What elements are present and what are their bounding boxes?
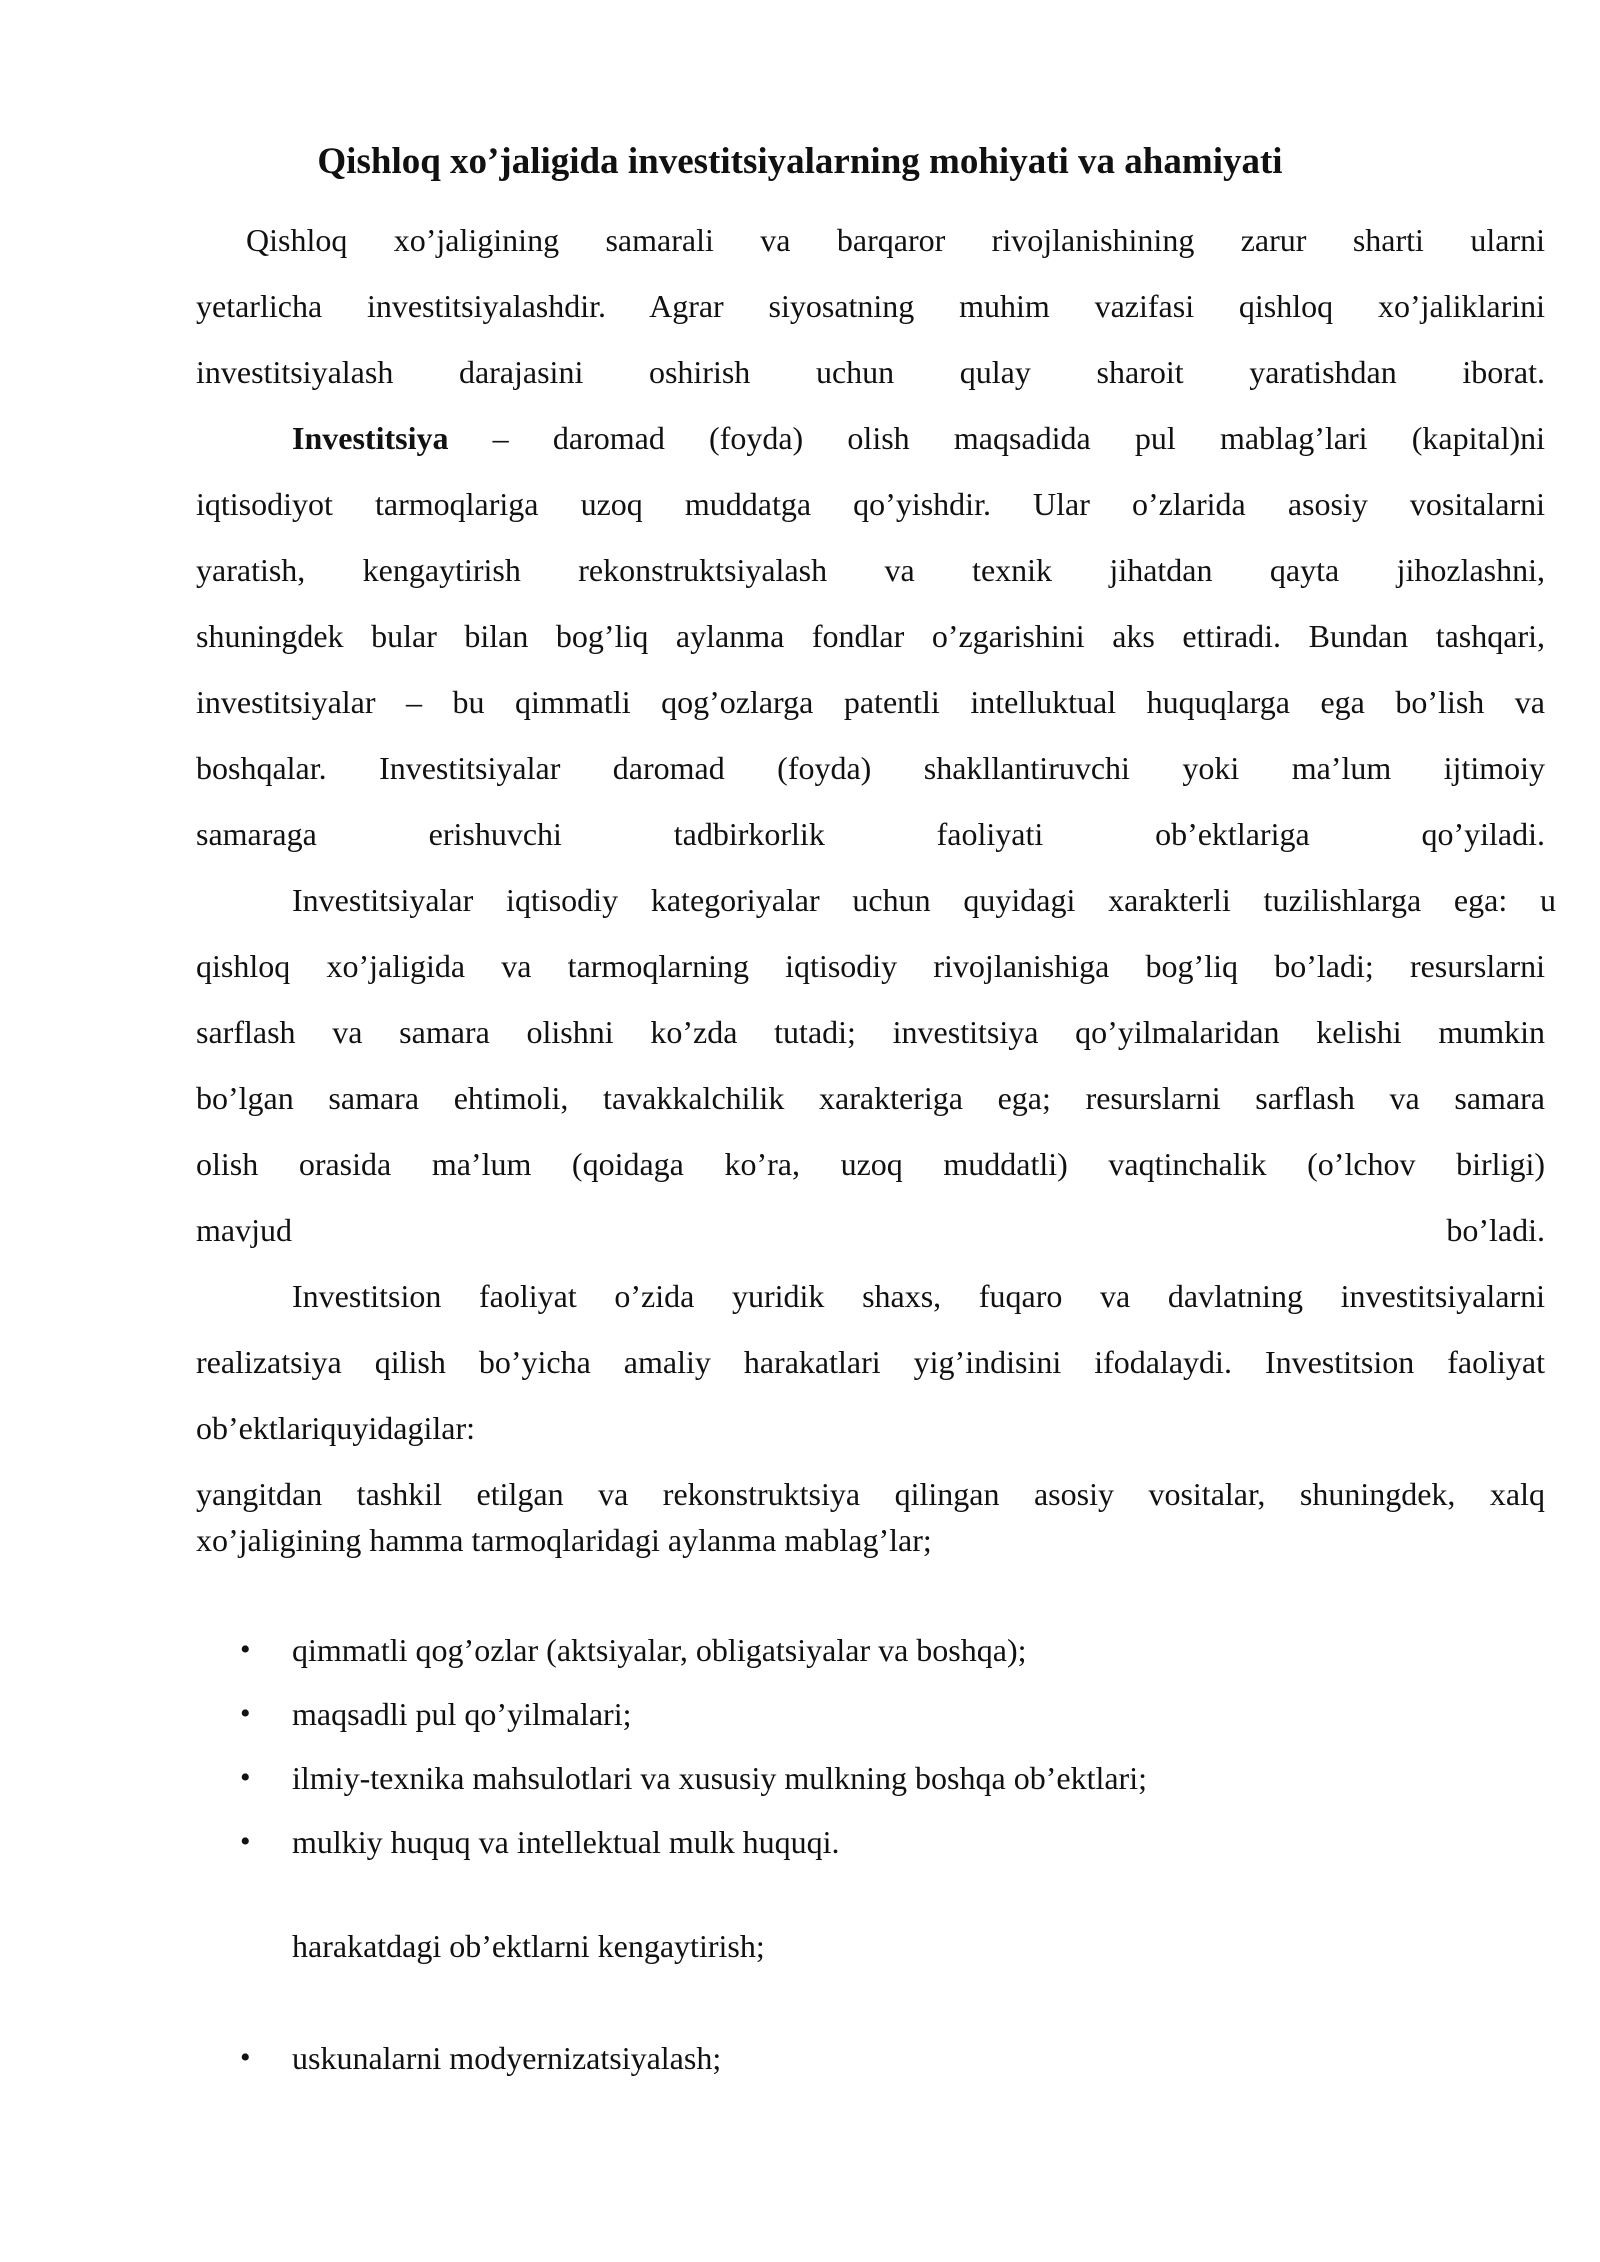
paragraph-2-line-7: samaraga erishuvchi tadbirkorlik faoliyati ob’ektlariga qo’yiladi. — [196, 816, 1545, 852]
list-item-text: maqsadli pul qo’yilmalari; — [292, 1696, 632, 1732]
paragraph-4-line-2: realizatsiya qilish bo’yicha amaliy harakatlari yig’indisini ifodalaydi. Investitsion faoliyat — [196, 1344, 1545, 1380]
paragraph-2-line-2: iqtisodiyot tarmoqlariga uzoq muddatga qo’yishdir. Ular o’zlarida asosiy vositalarni — [196, 486, 1545, 522]
list-item-text: ilmiy-texnika mahsulotlari va xususiy mulkning boshqa ob’ektlari; — [292, 1760, 1147, 1796]
bullet-icon: • — [240, 1825, 251, 1858]
paragraph-1-line-2: yetarlicha investitsiyalashdir. Agrar siyosatning muhim vazifasi qishloq xo’jaliklarini — [196, 288, 1545, 324]
bullet-icon: • — [240, 2041, 251, 2074]
paragraph-3-line-3: sarflash va samara olishni ko’zda tutadi; investitsiya qo’yilmalaridan kelishi mumkin — [196, 1014, 1545, 1050]
paragraph-3-line-4: bo’lgan samara ehtimoli, tavakkalchilik xarakteriga ega; resurslarni sarflash va samara — [196, 1080, 1545, 1116]
paragraph-2-line-5: investitsiyalar – bu qimmatli qog’ozlarga patentli intelluktual huquqlarga ega bo’lish va — [196, 684, 1545, 720]
plain-list-item: harakatdagi ob’ektlarni kengaytirish; — [292, 1928, 765, 1964]
paragraph-5-line-2: xo’jaligining hamma tarmoqlaridagi aylanma mablag’lar; — [196, 1522, 932, 1558]
paragraph-3-line-6: mavjud bo’ladi. — [196, 1212, 1545, 1248]
bullet-icon: • — [240, 1633, 251, 1666]
list-item-text: mulkiy huquq va intellektual mulk huquqi. — [292, 1824, 840, 1860]
paragraph-3-line-1: Investitsiyalar iqtisodiy kategoriyalar uchun quyidagi xarakterli tuzilishlarga ega: u — [292, 882, 1556, 918]
list-item-text: qimmatli qog’ozlar (aktsiyalar, obligatsiyalar va boshqa); — [292, 1632, 1027, 1668]
paragraph-3-line-5: olish orasida ma’lum (qoidaga ko’ra, uzoq muddatli) vaqtinchalik (o’lchov birligi) — [196, 1146, 1545, 1182]
paragraph-2-line-6: boshqalar. Investitsiyalar daromad (foyda) shakllantiruvchi yoki ma’lum ijtimoiy — [196, 750, 1545, 786]
paragraph-1-line-3: investitsiyalash darajasini oshirish uchun qulay sharoit yaratishdan iborat. — [196, 354, 1545, 390]
bullet-icon: • — [240, 1697, 251, 1730]
term-investitsiya: Investitsiya — [292, 420, 449, 456]
paragraph-4-line-3: ob’ektlariquyidagilar: — [196, 1410, 476, 1446]
document-title: Qishloq xo’jaligida investitsiyalarning mohiyati va ahamiyati — [317, 141, 1283, 182]
paragraph-1-line-1: Qishloq xo’jaligining samarali va barqaror rivojlanishining zarur sharti ularni — [246, 222, 1545, 258]
paragraph-3-line-2: qishloq xo’jaligida va tarmoqlarning iqtisodiy rivojlanishiga bog’liq bo’ladi; resurslarni — [196, 948, 1545, 984]
paragraph-2-line-1-text: – daromad (foyda) olish maqsadida pul mablag’lari (kapital)ni — [448, 420, 1545, 456]
paragraph-4-line-1: Investitsion faoliyat o’zida yuridik shaxs, fuqaro va davlatning investitsiyalarni — [292, 1278, 1545, 1314]
paragraph-2-line-1 — [292, 416, 1545, 460]
paragraph-2-line-3: yaratish, kengaytirish rekonstruktsiyalash va texnik jihatdan qayta jihozlashni, — [196, 552, 1545, 588]
list-item-text: uskunalarni modyernizatsiyalash; — [292, 2040, 722, 2076]
paragraph-2-line-4: shuningdek bular bilan bog’liq aylanma fondlar o’zgarishini aks ettiradi. Bundan tashqari, — [196, 618, 1545, 654]
paragraph-5-line-1: yangitdan tashkil etilgan va rekonstruktsiya qilingan asosiy vositalar, shuningdek, xalq — [196, 1476, 1545, 1512]
bullet-icon: • — [240, 1761, 251, 1794]
